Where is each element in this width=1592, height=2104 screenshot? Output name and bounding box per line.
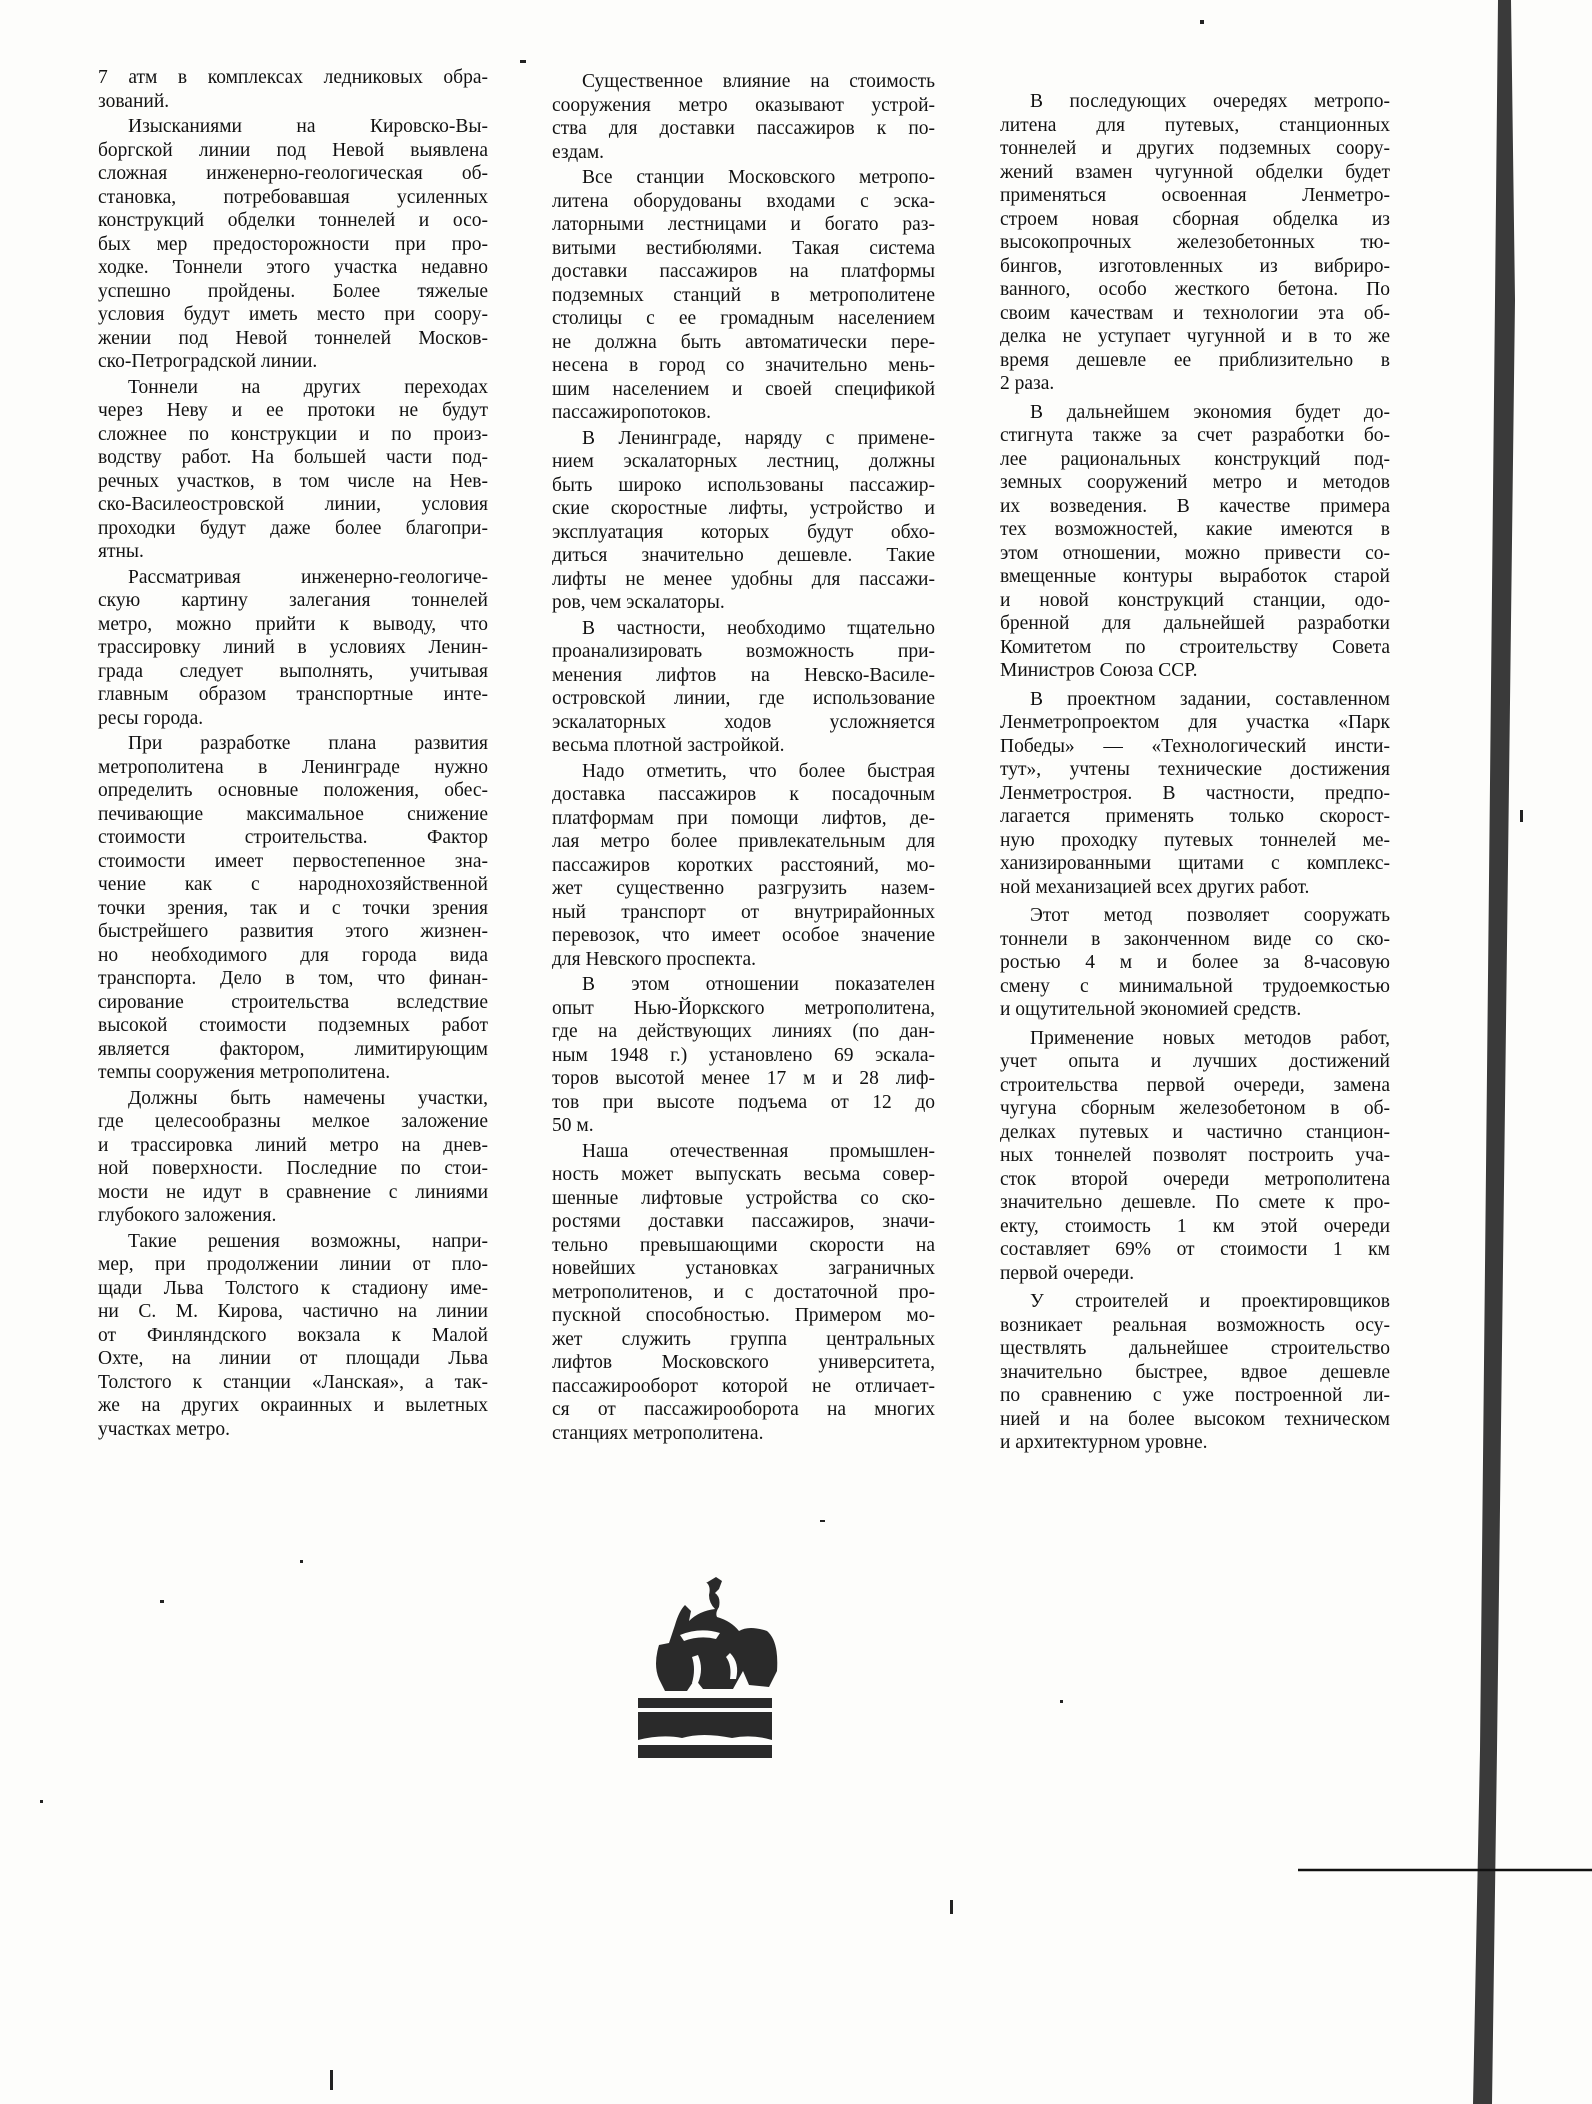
text-line: где целесообразны мелкое заложение (98, 1111, 488, 1132)
text-line: темпы сооружения метрополитена. (98, 1062, 391, 1083)
text-line: 50 м. (552, 1115, 594, 1136)
text-line: глубокого заложения. (98, 1205, 277, 1226)
text-line: быть широко использованы пассажир- (552, 474, 935, 496)
text-line: является фактором, лимитирующим (98, 1038, 488, 1060)
text-line: жении под Невой тоннелей Москов- (98, 327, 488, 349)
text-line: возникает реальная возможность осу- (1000, 1314, 1390, 1336)
text-line: пассажирооборот которой не отличает- (552, 1375, 935, 1397)
text-line: ходке. Тоннели этого участка недавно (98, 257, 488, 278)
text-line: ным 1948 г.) установлено 69 эскала- (552, 1044, 935, 1066)
text-line: опыт Нью-Йоркского метрополитена, (552, 997, 935, 1019)
text-line: смену с минимальной трудоемкостью (1000, 975, 1390, 997)
text-line: Рассматривая инженерно-геологиче- (128, 566, 488, 588)
text-line: доставка пассажиров к посадочным (552, 784, 935, 805)
text-line: зований. (98, 90, 170, 112)
text-line: делка не уступает чугунной и в то же (1000, 326, 1390, 347)
paragraph (98, 376, 488, 564)
text-line: точки зрения, так и с точки зрения (98, 897, 488, 919)
text-line: первой очереди. (1000, 1262, 1135, 1284)
text-line: ся от пассажирооборота на многих (552, 1399, 935, 1420)
text-line: главным образом транспортные инте- (98, 684, 488, 705)
text-line: эскалаторных ходов усложняется (552, 711, 935, 733)
text-line: участках метро. (98, 1418, 230, 1440)
text-line: В дальнейшем экономия будет до- (1030, 401, 1390, 423)
text-line: щади Льва Толстого к стадиону име- (98, 1277, 488, 1299)
text-line: весьма плотной застройкой. (552, 735, 785, 756)
text-line: ванного, особо жесткого бетона. По (1000, 279, 1390, 300)
paragraph (552, 973, 935, 1138)
text-line: где на действующих линиях (по дан- (552, 1021, 935, 1042)
text-line: эксплуатация которых будут обхо- (552, 521, 935, 543)
text-line: Такие решения возможны, напри- (128, 1230, 488, 1252)
text-line: от Финляндского вокзала к Малой (98, 1324, 488, 1346)
text-line: успешно пройдены. Более тяжелые (98, 280, 488, 302)
text-line: ростью 4 м и более за 8-часовую (1000, 952, 1390, 973)
text-line: града следует выполнять, учитывая (98, 660, 488, 682)
text-line: их возведения. В качестве примера (1000, 495, 1390, 517)
text-line: метрополитена в Ленинграде нужно (98, 756, 488, 778)
text-line: несена в город со значительно мень- (552, 355, 935, 376)
text-line: ско-Петроградской линии. (98, 351, 318, 372)
text-line: жений взамен чугунной обделки будет (1000, 161, 1390, 183)
text-line: пускной способностью. Примером мо- (552, 1305, 935, 1326)
text-line: этом отношении, можно привести со- (1000, 542, 1390, 564)
text-line: нием эскалаторных лестниц, должны (552, 451, 935, 472)
text-line: транспорта. Дело в том, что финан- (98, 968, 488, 989)
text-line: тов при высоте подъема от 12 до (552, 1091, 935, 1113)
paragraph (1000, 904, 1390, 1022)
text-line: время дешевле ее приблизительно в (1000, 349, 1390, 371)
text-line: подземных станций в метрополитене (552, 284, 935, 306)
text-line: жет существенно разгрузить назем- (552, 878, 935, 899)
text-line: своим качествам и технологии эта об- (1000, 302, 1390, 324)
text-line: лифтов Московского университета, (552, 1352, 935, 1373)
text-line: ские скоростные лифты, устройство и (552, 498, 935, 519)
text-line: стоимости имеет первостепенное зна- (98, 850, 488, 872)
text-line: Все станции Московского метропо- (582, 167, 935, 188)
text-line: Охте, на линии от площади Льва (98, 1348, 488, 1369)
paragraph (98, 115, 488, 374)
text-line: ществлять дальнейшее строительство (1000, 1338, 1390, 1359)
text-line: вмещенные контуры выработок старой (1000, 566, 1390, 587)
text-line: ятны. (98, 541, 144, 562)
paragraph (1000, 1027, 1390, 1286)
text-line: высокой стоимости подземных работ (98, 1015, 488, 1036)
text-line: столицы с ее громадным населением (552, 308, 935, 329)
text-line: ных тоннелей позволят построить уча- (1000, 1145, 1390, 1166)
text-column-middle (552, 70, 935, 1447)
text-line: торов высотой менее 17 м и 28 лиф- (552, 1068, 935, 1089)
text-line: же на других окраинных и вылетных (98, 1395, 488, 1416)
text-line: быстрейшего развития этого жизнен- (98, 921, 488, 942)
text-line: чение как с народнохозяйственной (98, 874, 488, 895)
text-line: станциях метрополитена. (552, 1422, 764, 1444)
text-line: строительства первой очереди, замена (1000, 1074, 1390, 1096)
text-line: но необходимого для города вида (98, 944, 488, 966)
paragraph (1000, 1290, 1390, 1455)
text-line: Применение новых методов работ, (1030, 1027, 1390, 1049)
text-line: Наша отечественная промышлен- (582, 1140, 935, 1162)
text-line: применяться освоенная Ленметро- (1000, 185, 1390, 206)
text-line: ной механизацией всех других работ. (1000, 876, 1310, 898)
text-line: Ленметростроя. В частности, предпо- (1000, 782, 1390, 804)
text-line: шенные лифтовые устройства со ско- (552, 1187, 935, 1209)
text-line: определить основные положения, обес- (98, 780, 488, 801)
text-line: чугуна сборным железобетоном в об- (1000, 1098, 1390, 1119)
text-line: Комитетом по строительству Совета (1000, 636, 1390, 658)
text-line: перевозок, что имеет особое значение (552, 925, 935, 946)
text-line: доставки пассажиров на платформы (552, 261, 935, 282)
text-line: ско-Василеостровской линии, условия (98, 494, 488, 515)
text-line: ездам. (552, 141, 605, 163)
text-line: В частности, необходимо тщательно (582, 617, 935, 639)
text-line: Существенное влияние на стоимость (582, 71, 935, 92)
text-line: водству работ. На большей части под- (98, 447, 488, 468)
paragraph (552, 70, 935, 164)
text-line: ханизированными щитами с комплекс- (1000, 853, 1390, 874)
text-line: В этом отношении показателен (582, 974, 935, 995)
text-line: лая метро более привлекательным для (552, 831, 935, 852)
text-line: пассажиропотоков. (552, 402, 711, 423)
text-column-right (1000, 90, 1390, 1460)
paragraph (1000, 90, 1390, 396)
text-line: В последующих очередях метропо- (1030, 91, 1390, 112)
paragraph (552, 760, 935, 972)
text-line: через Неву и ее протоки не будут (98, 400, 488, 421)
text-line: ростями доставки пассажиров, значи- (552, 1211, 935, 1232)
paragraph (1000, 401, 1390, 683)
text-line: Министров Союза ССР. (1000, 660, 1198, 681)
text-line: ства для доставки пассажиров к по- (552, 118, 935, 139)
text-line: не должна быть автоматически пере- (552, 331, 935, 353)
paragraph (98, 732, 488, 1085)
text-line: печивающие максимальное снижение (98, 803, 488, 825)
text-line: лагается применять только скорост- (1000, 806, 1390, 827)
text-line: ресы города. (98, 707, 204, 729)
text-line: тельно превышающими скорости на (552, 1234, 935, 1256)
text-line: латорными лестницами и богато раз- (552, 214, 935, 235)
text-line: боргской линии под Невой выявлена (98, 139, 488, 161)
text-line: витыми вестибюлями. Такая система (552, 237, 935, 259)
text-line: тех возможностей, какие имеются в (1000, 519, 1390, 540)
text-line: трассировку линий в условиях Ленин- (98, 637, 488, 658)
text-line: сложнее по конструкции и по произ- (98, 423, 488, 445)
text-line: Ленметропроектом для участка «Парк (1000, 712, 1390, 733)
text-line: пассажиров коротких расстояний, мо- (552, 854, 935, 876)
text-line: бых мер предосторожности при про- (98, 233, 488, 255)
text-line: мер, при продолжении линии от пло- (98, 1254, 488, 1275)
text-line: литена для путевых, станционных (1000, 114, 1390, 136)
text-line: тоннелей и других подземных соору- (1000, 138, 1390, 159)
text-line: ную проходку путевых тоннелей ме- (1000, 829, 1390, 851)
text-line: для Невского проспекта. (552, 948, 757, 970)
text-line: островской линии, где использование (552, 688, 935, 709)
text-line: сток второй очереди метрополитена (1000, 1168, 1390, 1190)
binding-edge-bar (1473, 0, 1515, 2104)
text-line: делках путевых и частично станцион- (1000, 1121, 1390, 1143)
text-line: условия будут иметь место при соору- (98, 304, 488, 325)
text-line: ность может выпускать весьма совер- (552, 1164, 935, 1185)
text-line: и архитектурном уровне. (1000, 1432, 1208, 1453)
text-line: и новой конструкций станции, одо- (1000, 589, 1390, 611)
text-line: сооружения метро оказывают устрой- (552, 94, 935, 116)
text-line: жет служить группа центральных (552, 1328, 935, 1350)
text-line: лифты не менее удобны для пассажи- (552, 568, 935, 590)
text-line: стигнута также за счет разработки бо- (1000, 425, 1390, 446)
text-line: учет опыта и лучших достижений (1000, 1051, 1390, 1072)
paragraph (1000, 688, 1390, 900)
text-line: стоимости строительства. Фактор (98, 827, 488, 848)
paragraph (98, 1230, 488, 1442)
text-line: проанализировать возможность при- (552, 641, 935, 662)
printer-emblem-icon (620, 1555, 785, 1760)
text-line: составляет 69% от стоимости 1 км (1000, 1239, 1390, 1260)
text-line: речных участков, в том числе на Нев- (98, 470, 488, 492)
text-line: шим населением и своей спецификой (552, 378, 935, 400)
text-line: метро, можно прийти к выводу, что (98, 613, 488, 635)
text-line: ный транспорт от внутрирайонных (552, 901, 935, 923)
text-line: менения лифтов на Невско-Василе- (552, 664, 935, 686)
text-line: высокопрочных железобетонных тю- (1000, 232, 1390, 253)
text-line: Победы» — «Технологический инсти- (1000, 735, 1390, 757)
text-line: новейших установках заграничных (552, 1258, 935, 1279)
text-line: по сравнению с уже построенной ли- (1000, 1385, 1390, 1406)
text-line: екту, стоимость 1 км этой очереди (1000, 1215, 1390, 1237)
text-line: Тоннели на других переходах (128, 376, 488, 398)
text-line: мости не идут в сравнение с линиями (98, 1181, 488, 1203)
text-line: значительно быстрее, вдвое дешевле (1000, 1361, 1390, 1383)
text-line: 2 раза. (1000, 373, 1055, 394)
text-line: скую картину залегания тоннелей (98, 590, 488, 611)
text-line: нией и на более высоком техническом (1000, 1408, 1390, 1430)
text-line: В Ленинграде, наряду с примене- (582, 427, 935, 449)
paragraph (552, 617, 935, 758)
text-line: сложная инженерно-геологическая об- (98, 163, 488, 184)
text-line: проходки будут даже более благопри- (98, 517, 488, 539)
text-line: лее рациональных конструкций под- (1000, 448, 1390, 470)
text-line: литена оборудованы входами с эска- (552, 190, 935, 212)
text-line: земных сооружений метро и методов (1000, 472, 1390, 493)
text-line: платформам при помощи лифтов, де- (552, 807, 935, 829)
text-line: ни С. М. Кирова, частично на линии (98, 1301, 488, 1322)
text-line: бренной для дальнейшей разработки (1000, 613, 1390, 634)
text-line: диться значительно дешевле. Такие (552, 545, 935, 566)
paragraph (98, 566, 488, 731)
paragraph (98, 66, 488, 113)
text-column-left (98, 66, 488, 1443)
text-line: строем новая сборная обделка из (1000, 208, 1390, 230)
text-line: ров, чем эскалаторы. (552, 592, 725, 613)
text-line: сирование строительства вследствие (98, 991, 488, 1013)
text-line: и трассировка линий метро на днев- (98, 1134, 488, 1156)
text-line: В проектном задании, составленном (1030, 688, 1390, 710)
text-line: становка, потребовавшая усиленных (98, 186, 488, 208)
text-line: и ощутительной экономией средств. (1000, 999, 1302, 1020)
text-line: бингов, изготовленных из вибриро- (1000, 255, 1390, 277)
text-line: конструкций обделки тоннелей и осо- (98, 210, 488, 231)
text-line: Этот метод позволяет сооружать (1030, 905, 1390, 926)
paragraph (552, 1140, 935, 1446)
text-line: Должны быть намечены участки, (128, 1087, 488, 1109)
text-line: У строителей и проектировщиков (1030, 1291, 1390, 1312)
text-line: Изысканиями на Кировско-Вы- (128, 116, 488, 137)
text-line: тут», учтены технические достижения (1000, 759, 1390, 780)
text-line: Толстого к станции «Ланская», а так- (98, 1371, 488, 1393)
paragraph (98, 1087, 488, 1228)
text-line: значительно дешевле. По смете к про- (1000, 1192, 1390, 1213)
paragraph (552, 427, 935, 615)
text-line: При разработке плана развития (128, 733, 488, 754)
text-line: ной поверхности. Последние по стои- (98, 1158, 488, 1179)
paragraph (552, 166, 935, 425)
text-line: 7 атм в комплексах ледниковых обра- (98, 67, 488, 88)
text-line: тоннели в законченном виде со ско- (1000, 928, 1390, 950)
text-line: метрополитенов, и с достаточной про- (552, 1281, 935, 1303)
text-line: Надо отметить, что более быстрая (582, 760, 935, 782)
